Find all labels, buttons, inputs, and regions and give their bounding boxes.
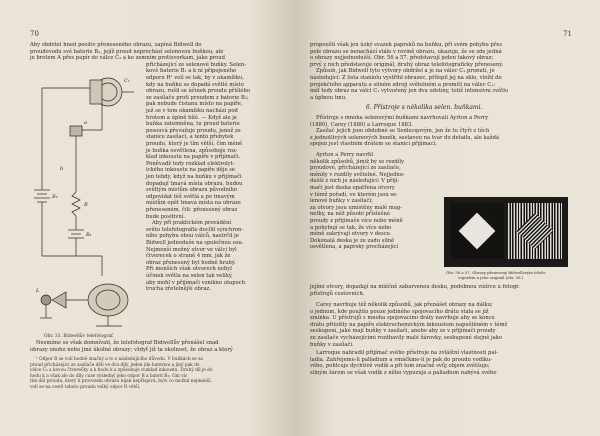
label-r: R	[84, 202, 88, 208]
footnote-line: proud přicházející ze zasílače děli ve dva díly, jeden jde bateriou a jiný pak do	[30, 362, 200, 368]
text-line: místům opět tmavá místa na obraze	[146, 200, 241, 207]
text-line: měl tedy obraz na válci C₁ vytvořený jen dva odstíny, totiž intensivní světlo	[310, 88, 509, 95]
figure-caption-right: tografem a jeho originál (obr. 56.)	[458, 275, 524, 280]
text-line: hrotem a úplně bílé. — Když ale je	[146, 114, 237, 121]
text-line: proudu, který je tím větší, čím méně	[146, 141, 243, 147]
text-line: za otvory jsou umístěny malé mag-	[310, 204, 402, 211]
text-line: a úplnou tmu.	[310, 94, 347, 101]
transmitted-image-panel	[508, 203, 562, 259]
text-line: Při menších však otvorech nebyl	[146, 266, 232, 273]
text-line: propouští však jen úzký svazek paprsků na buňku, při svém pohybu přes	[310, 42, 503, 48]
text-line: odporu R¹ volí se tak, by v okamžiku,	[146, 75, 245, 81]
text-line: prvý z nich představuje originál, druhý obraz telefotograficky přenesený.	[310, 61, 504, 68]
text-line: odpovídat též světlá a po tmavým	[146, 193, 235, 200]
text-line: Zasílač jejich jsou obdobně se Senlecqovým, jen že tu čtyři z těch	[316, 128, 490, 135]
text-line: aby mohl v přijímači vznikno utapoch	[146, 279, 246, 286]
section-heading: 6. Přístroje s několika selen. buňkami.	[366, 104, 483, 111]
text-line: lenové buňky v zasílači;	[310, 198, 373, 205]
text-line: dopadají tmavá místa obrazu, budou	[146, 180, 243, 187]
page-number-left: 70	[30, 30, 39, 38]
text-line: čtverecek o straně 4 mm, jak že	[146, 253, 231, 260]
text-line: Způsob, jak Bidwell tyto výtvory obdržel a je na válec C₁ pronutí, je	[316, 68, 495, 75]
text-line: proudové, přicházející ze zasílače,	[310, 165, 401, 172]
text-line: v témž pořadí, ve kterém jsou se-	[310, 191, 398, 198]
text-line: Nesmíme se však domnívati, že telefotograf Bidwellův přenášel snad	[36, 340, 219, 346]
text-line: vého, pohlcuje dychtivě vodík a při tom značně svůj objem zvětšuje;	[310, 363, 490, 370]
left-page	[0, 0, 296, 436]
text-line: pak nebude čistanu místo na papíře,	[146, 101, 243, 108]
text-line: trucha zřetelnější obraz.	[146, 286, 211, 293]
footnote-line: tím dál proudu, který k provozem obrazu nijak nepřispívá, bylo co možná nejmenší,	[30, 379, 212, 385]
text-line: Dokonalá deska je ze zadu silně	[310, 237, 395, 244]
text-line: stanice zasílací, a tento přebytek	[146, 134, 234, 141]
original-image-panel	[450, 203, 504, 259]
text-line: účinek světla na selen tak veliký,	[146, 273, 233, 279]
text-line: jejími otvory, dopadají na mléčně zabarvenou desku, podobnou vizírce u fotogr.	[310, 284, 520, 290]
text-line: obrazy onoho nebo jiné úkolné obrazy; vždyť již ta okolnost, že obraz a který	[30, 346, 233, 353]
text-line: dušší z nich je následující: V přijí-	[310, 178, 400, 185]
text-line: a pohybují se tak, že více nebo	[310, 224, 392, 231]
label-b2: B₂	[52, 194, 58, 200]
text-line: kdy na buňku se dopadá světlé místo	[146, 81, 244, 88]
transmitted-image-figure	[444, 197, 568, 267]
text-line: Ayrton a Perry navrhl	[316, 152, 374, 158]
diamond-shape	[459, 213, 496, 250]
text-line: z jednotlivých selenových buněk, sestavou na tvar do detailu, ale každá	[310, 134, 500, 141]
figure-caption-right: Obr. 56 a 57. Obrazy přenesený Bidwellovým telefo-	[446, 270, 547, 275]
text-line: proudovodu své baterie B₂, jejíž proud neprochází selenovou buňkou, ale	[30, 48, 224, 55]
text-line: ze zasílače proti proudem z baterie B₂;	[146, 94, 249, 101]
text-line: ického inkoustu na papíře děje se	[146, 167, 236, 174]
text-line: několik způsobů, jimiž by se rozdíly	[310, 158, 405, 165]
text-line: jen tehdy, když na buňku v přijímači	[146, 174, 242, 180]
text-line: Nejmenší možný otvor ve válci byl	[146, 246, 237, 253]
text-line: mači jest deska opatřena otvory	[310, 185, 395, 191]
striped-diamond-shape	[517, 213, 554, 250]
text-line: je brotem A přes papír do válce C₂ a ke zemním protisvorkam, jako proud	[30, 55, 226, 62]
text-line: je buňka osvětlena, způsobuje roz-	[146, 147, 238, 154]
text-line: ního pohybu obou válců, nastrčil je	[146, 233, 239, 240]
text-line: Carey navrhuje též několik způsobů, jak přenášet obrazy na dálku;	[316, 302, 493, 308]
text-line: projekčního apparatu a silném zdroji světelném a promítl na válec C₁;	[310, 81, 496, 88]
text-line: netky, na něž působí příslušné	[310, 211, 390, 218]
text-line: přicházející ze selenové buňky. Selen-	[146, 61, 246, 68]
text-line: následující: Z lista staniolu vystřihl obrazec, přilepil jej na sklo, vložil do	[310, 75, 502, 81]
label-b1: B₁	[86, 232, 92, 238]
text-line: kové baterie B₁ a k ní připojeného	[146, 68, 237, 75]
figure-caption-left: Obr. 33. Bidwellův telefotograf.	[44, 334, 114, 339]
text-line: zmínka. U přístrojů s mnoha spojovacími dráty navrhuje aby se konce	[310, 315, 495, 322]
text-line: Larroque nahradil přijímač svého přístroje na zvláštní vlastnosti pal-	[316, 350, 498, 356]
text-line: jež se v tom okamžiku nachází pod	[146, 108, 238, 114]
label-c1: C₁	[124, 78, 130, 84]
diagram-svg	[30, 70, 140, 332]
text-line: obraz přenesený byl hodně hrubý.	[146, 259, 236, 266]
text-line: (1880), Carey (1880) a Larroque 1883.	[310, 121, 413, 128]
text-line: světlým místům obrazu původního	[146, 187, 237, 194]
footnote-line: hodu k a však ale do díly cuze výsledný jeho odpor B a bateri B₂; čím víc	[30, 373, 188, 379]
right-page	[296, 0, 600, 436]
text-line: Aby obdržel hned positiv přeneseného obrazu, zapíná Bidwell do	[30, 42, 202, 48]
text-line: přístrojů cestovních.	[310, 290, 365, 297]
text-line: posouvá převažuje proudu, jenož ze	[146, 127, 241, 134]
page-number-right: 71	[563, 30, 572, 38]
text-line: pole obrazu se nenachází stále v rovině obrazu, ukazuje, že se zde jedná	[310, 48, 502, 55]
text-line: osvětlena, a paprsky procházející	[310, 244, 399, 251]
text-line: obrazu, rušil se účinek proudu přišlého	[146, 88, 250, 95]
text-line: měnily v rozdíly světelné. Nejjedno-	[310, 171, 405, 178]
text-line: přeneseném, čili: přenesený obraz	[146, 207, 238, 213]
text-line: Poněvadž tedy rozklad elektrolyt-	[146, 160, 235, 167]
label-a: a	[84, 120, 87, 126]
text-line: méně zakrývají otvory v desce.	[310, 231, 392, 238]
text-line: seskupení, jaké mají buňky v zasílači, anebo aby se v přijímači proudy	[310, 328, 496, 335]
text-line: buňky v zasílači.	[310, 341, 354, 348]
text-line: ladia. Zahřejeme-li palladium a vmáčkme-li je pak do proudu vodíku-	[310, 356, 493, 363]
text-line: Přístroje s mnoha selenovými buňkami navrhovali Ayrton a Perry	[316, 115, 489, 121]
text-line: bude positivní.	[146, 213, 186, 220]
text-line: Aby při praktickém provádění	[152, 220, 232, 227]
text-line: drátu přiložily na papíře elektrochemickým inkoustem napuštěném v témž	[310, 321, 508, 328]
text-line: klad inkoustu na papíře v přijímači.	[146, 154, 241, 161]
label-l: L	[36, 288, 40, 294]
footnote-line: volí se na cestě tohoto proudu velký odpor R větší.	[30, 385, 141, 390]
text-line: ze zasílače vycházejícími rozžhavily malé žárovky, seskupené stejně jako	[310, 335, 503, 341]
text-line: silným žárem se však vodík z něho vypuzuje a palladium nabývá svého	[310, 369, 497, 376]
text-line: buňka zatemněna, tu proud baterie	[146, 121, 240, 128]
text-line: spojen jest vlastním drátem se stanicí přijímací.	[310, 141, 437, 148]
text-line: o jednom, kde použito pouze jediného spojovacího drátu stala se již	[310, 308, 489, 315]
text-line: proudy z přijímače více nebo méně	[310, 218, 403, 224]
label-b: b	[60, 166, 64, 172]
text-line: Bidwell jednoduše na společnou osu.	[146, 240, 244, 246]
text-line: světo telefotografie docílil synchron-	[146, 226, 244, 233]
footnote-line: ¹ Odpor R se volí hodně značný a to z následujícího důvodu. V buňkách se za	[36, 357, 203, 362]
bidwell-telephotograph-figure	[30, 70, 140, 332]
text-line: o obrazy nejjednodušší. Obr. 56 a 57. představují jeden takový obraz;	[310, 55, 494, 62]
footnote-line: válce C₂ a kovou čtverečky a k hodu k a způsobuje rozklad inkoustu. Druhý díl je do	[30, 368, 213, 374]
